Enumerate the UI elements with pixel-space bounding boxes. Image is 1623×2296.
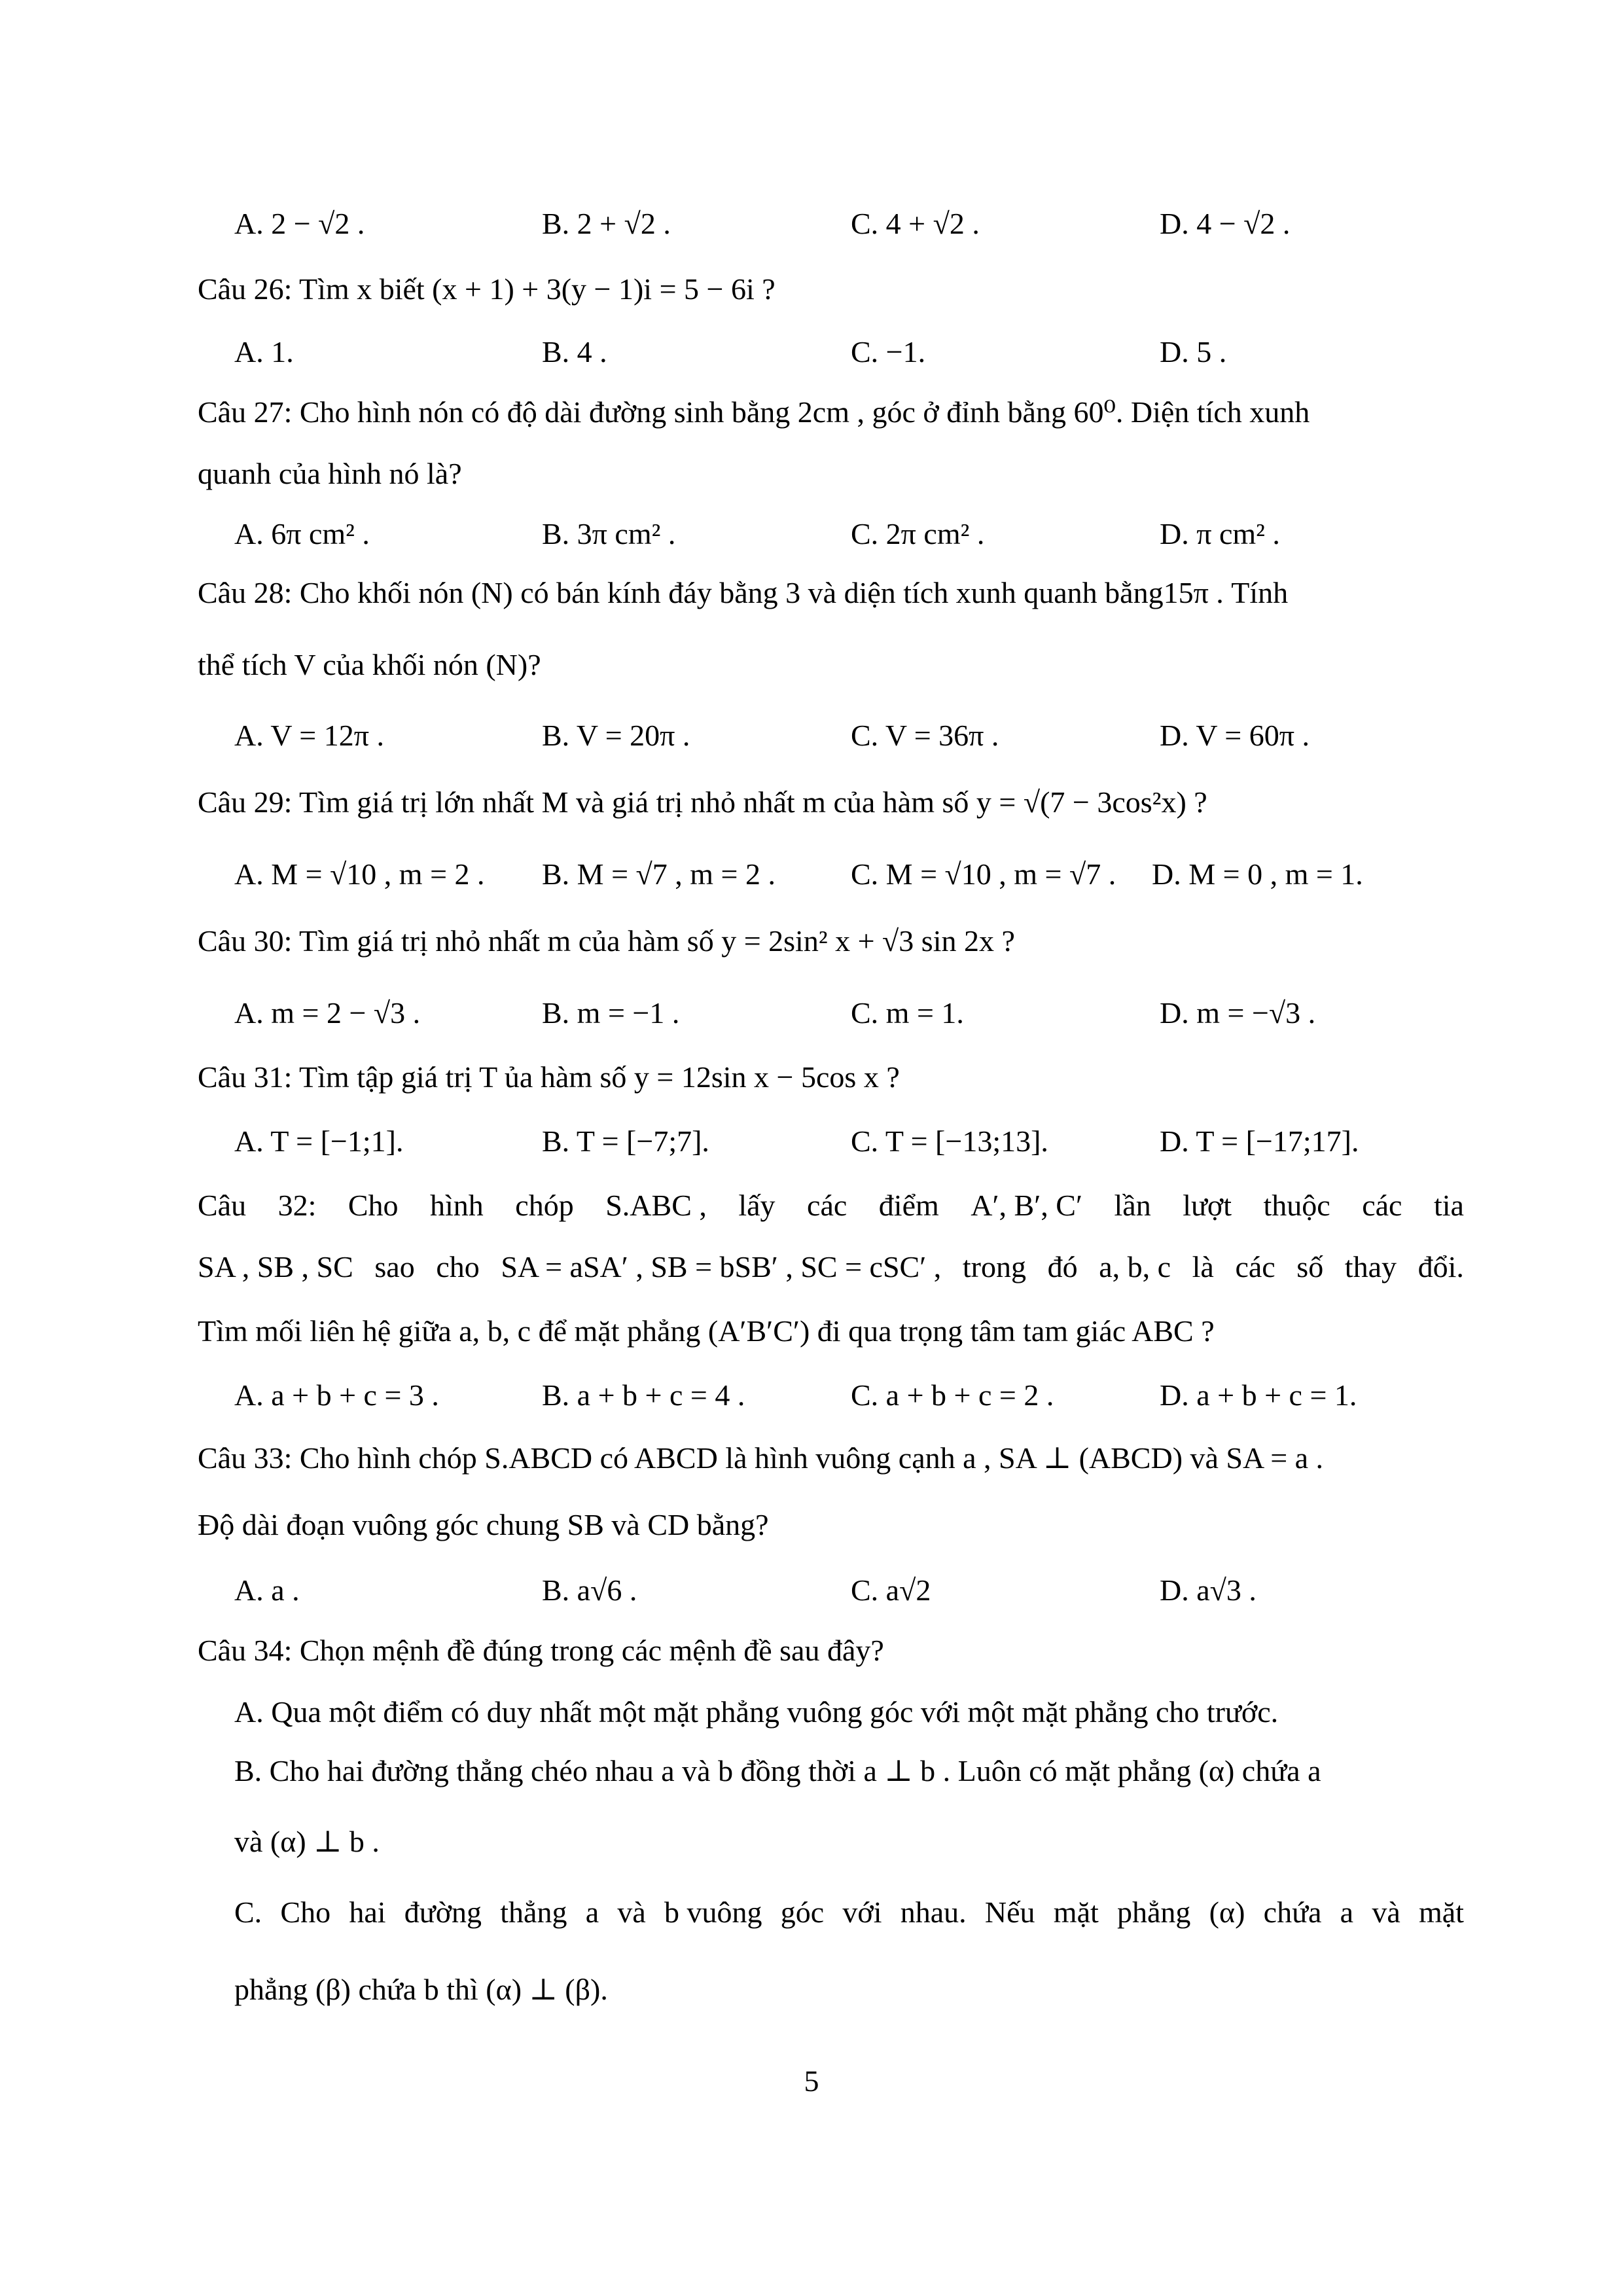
q28-options — [0, 716, 1623, 755]
q27-option-a: A. 6π cm² . — [234, 517, 370, 550]
q32-w: thay — [1344, 1250, 1397, 1283]
q27-option-b: B. 3π cm² . — [542, 517, 676, 550]
q32-w: điểm — [878, 1189, 939, 1222]
q33-stem-line2: Độ dài đoạn vuông góc chung SB và CD bằng? — [198, 1508, 769, 1541]
q32-option-d: D. a + b + c = 1. — [1160, 1378, 1357, 1412]
q34-c-w: Nếu — [984, 1895, 1035, 1929]
q32-w: tia — [1433, 1189, 1464, 1222]
q32-w: a, b, c — [1099, 1250, 1171, 1283]
page-number: 5 — [804, 2064, 819, 2098]
q32-option-a: A. a + b + c = 3 . — [234, 1378, 439, 1412]
q33-option-b: B. a√6 . — [542, 1573, 637, 1607]
q34-c-w: với — [842, 1895, 882, 1929]
q32-w: SA , SB , SC — [198, 1250, 353, 1283]
q29-option-d: D. M = 0 , m = 1. — [1152, 857, 1363, 891]
q32-w: đó — [1047, 1250, 1078, 1283]
q33-options — [0, 1571, 1623, 1610]
q26-option-a: A. 1. — [234, 335, 294, 368]
q34-option-b-line2: và (α) ⊥ b . — [234, 1825, 380, 1858]
q30-option-d: D. m = −√3 . — [1160, 996, 1316, 1030]
q25-option-d: D. 4 − √2 . — [1160, 207, 1291, 240]
q32-w: cho — [436, 1250, 480, 1283]
q32-w: đổi. — [1418, 1250, 1464, 1283]
q28-stem-line2: thể tích V của khối nón (N)? — [198, 648, 541, 681]
q29-option-c: C. M = √10 , m = √7 . — [851, 857, 1116, 891]
q34-c-w: Cho — [280, 1895, 331, 1929]
q29-option-b: B. M = √7 , m = 2 . — [542, 857, 776, 891]
q34-stem: Câu 34: Chọn mệnh đề đúng trong các mệnh đề sau đây? — [198, 1634, 884, 1667]
q32-w: lấy — [738, 1189, 776, 1222]
q31-option-c: C. T = [−13;13]. — [851, 1124, 1048, 1158]
q26-stem: Câu 26: Tìm x biết (x + 1) + 3(y − 1)i = 5 − 6i ? — [198, 272, 776, 306]
q26-option-c: C. −1. — [851, 335, 926, 368]
q31-option-a: A. T = [−1;1]. — [234, 1124, 404, 1158]
q30-stem: Câu 30: Tìm giá trị nhỏ nhất m của hàm số y = 2sin² x + √3 sin 2x ? — [198, 924, 1015, 958]
q32-w: Câu — [198, 1189, 247, 1222]
q34-c-w: b vuông — [664, 1895, 762, 1929]
q28-option-a: A. V = 12π . — [234, 719, 384, 752]
q34-c-w: phẳng — [1117, 1895, 1191, 1929]
q25-option-a: A. 2 − √2 . — [234, 207, 365, 240]
q33-option-a: A. a . — [234, 1573, 300, 1607]
q29-options — [0, 855, 1623, 894]
q32-w: S.ABC , — [605, 1189, 707, 1222]
q30-options — [0, 994, 1623, 1033]
q32-w: thuộc — [1263, 1189, 1330, 1222]
q32-stem-line2 — [198, 1247, 1464, 1287]
q25-option-b: B. 2 + √2 . — [542, 207, 671, 240]
q32-w: số — [1296, 1250, 1324, 1283]
q32-w: lượt — [1183, 1189, 1232, 1222]
q34-c-w: (α) — [1209, 1895, 1245, 1929]
q27-option-c: C. 2π cm² . — [851, 517, 985, 550]
q32-w: Cho — [348, 1189, 399, 1222]
q34-c-w: hai — [349, 1895, 386, 1929]
q34-c-w: nhau. — [900, 1895, 967, 1929]
q27-stem-line1: Câu 27: Cho hình nón có độ dài đường sinh bằng 2cm , góc ở đỉnh bằng 60⁰. Diện tích xunh — [198, 395, 1310, 429]
q34-c-w: mặt — [1053, 1895, 1099, 1929]
q34-c-w: và — [617, 1895, 646, 1929]
q32-w: các — [807, 1189, 847, 1222]
q32-w: 32: — [277, 1189, 317, 1222]
q26-option-b: B. 4 . — [542, 335, 607, 368]
q32-w: sao — [374, 1250, 415, 1283]
q32-w: các — [1362, 1189, 1402, 1222]
q34-c-w: góc — [780, 1895, 825, 1929]
q34-c-w: chứa — [1263, 1895, 1322, 1929]
q25-option-c: C. 4 + √2 . — [851, 207, 980, 240]
q34-c-w: a — [1340, 1895, 1354, 1929]
q33-stem-line1: Câu 33: Cho hình chóp S.ABCD có ABCD là hình vuông cạnh a , SA ⊥ (ABCD) và SA = a . — [198, 1441, 1324, 1475]
q32-options — [0, 1376, 1623, 1415]
q30-option-c: C. m = 1. — [851, 996, 964, 1030]
q33-option-c: C. a√2 — [851, 1573, 931, 1607]
q32-w: hình — [430, 1189, 484, 1222]
q26-option-d: D. 5 . — [1160, 335, 1227, 368]
q31-option-d: D. T = [−17;17]. — [1160, 1124, 1359, 1158]
q28-option-d: D. V = 60π . — [1160, 719, 1310, 752]
q32-w: chóp — [515, 1189, 574, 1222]
q30-option-a: A. m = 2 − √3 . — [234, 996, 421, 1030]
q34-c-w: a — [585, 1895, 599, 1929]
q32-w: SA = aSA′ , SB = bSB′ , SC = cSC′ , — [501, 1250, 942, 1283]
q28-option-b: B. V = 20π . — [542, 719, 690, 752]
q34-c-w: C. — [234, 1895, 262, 1929]
q34-option-c-line2: phẳng (β) chứa b thì (α) ⊥ (β). — [234, 1973, 608, 2006]
q34-c-w: và — [1372, 1895, 1400, 1929]
q33-option-d: D. a√3 . — [1160, 1573, 1257, 1607]
q34-option-a: A. Qua một điểm có duy nhất một mặt phẳng vuông góc với một mặt phẳng cho trước. — [234, 1695, 1279, 1729]
q32-w: trong — [962, 1250, 1027, 1283]
q27-stem-line2: quanh của hình nó là? — [198, 457, 462, 490]
q34-c-w: mặt — [1418, 1895, 1464, 1929]
q29-stem: Câu 29: Tìm giá trị lớn nhất M và giá trị nhỏ nhất m của hàm số y = √(7 − 3cos²x) ? — [198, 785, 1207, 819]
q32-stem-line3: Tìm mối liên hệ giữa a, b, c để mặt phẳng (A′B′C′) đi qua trọng tâm tam giác ABC ? — [198, 1314, 1215, 1348]
q25-options — [0, 204, 1623, 243]
q32-stem-line1 — [198, 1186, 1464, 1225]
q26-options — [0, 332, 1623, 372]
q34-option-c-line1 — [234, 1893, 1464, 1932]
q27-options — [0, 514, 1623, 554]
q28-stem-line1: Câu 28: Cho khối nón (N) có bán kính đáy bằng 3 và diện tích xunh quanh bằng15π . Tính — [198, 576, 1289, 609]
q34-c-w: thẳng — [500, 1895, 567, 1929]
q30-option-b: B. m = −1 . — [542, 996, 680, 1030]
q32-option-c: C. a + b + c = 2 . — [851, 1378, 1054, 1412]
q34-c-w: đường — [404, 1895, 482, 1929]
q31-option-b: B. T = [−7;7]. — [542, 1124, 709, 1158]
q27-option-d: D. π cm² . — [1160, 517, 1280, 550]
q32-w: các — [1235, 1250, 1275, 1283]
q32-w: A′, B′, C′ — [971, 1189, 1083, 1222]
q34-option-b-line1: B. Cho hai đường thẳng chéo nhau a và b đồng thời a ⊥ b . Luôn có mặt phẳng (α) chứa a — [234, 1754, 1321, 1787]
q32-w: lần — [1114, 1189, 1151, 1222]
q28-option-c: C. V = 36π . — [851, 719, 999, 752]
q31-stem: Câu 31: Tìm tập giá trị T ủa hàm số y = 12sin x − 5cos x ? — [198, 1060, 900, 1094]
q29-option-a: A. M = √10 , m = 2 . — [234, 857, 485, 891]
q31-options — [0, 1122, 1623, 1161]
q32-w: là — [1192, 1250, 1214, 1283]
q32-option-b: B. a + b + c = 4 . — [542, 1378, 745, 1412]
